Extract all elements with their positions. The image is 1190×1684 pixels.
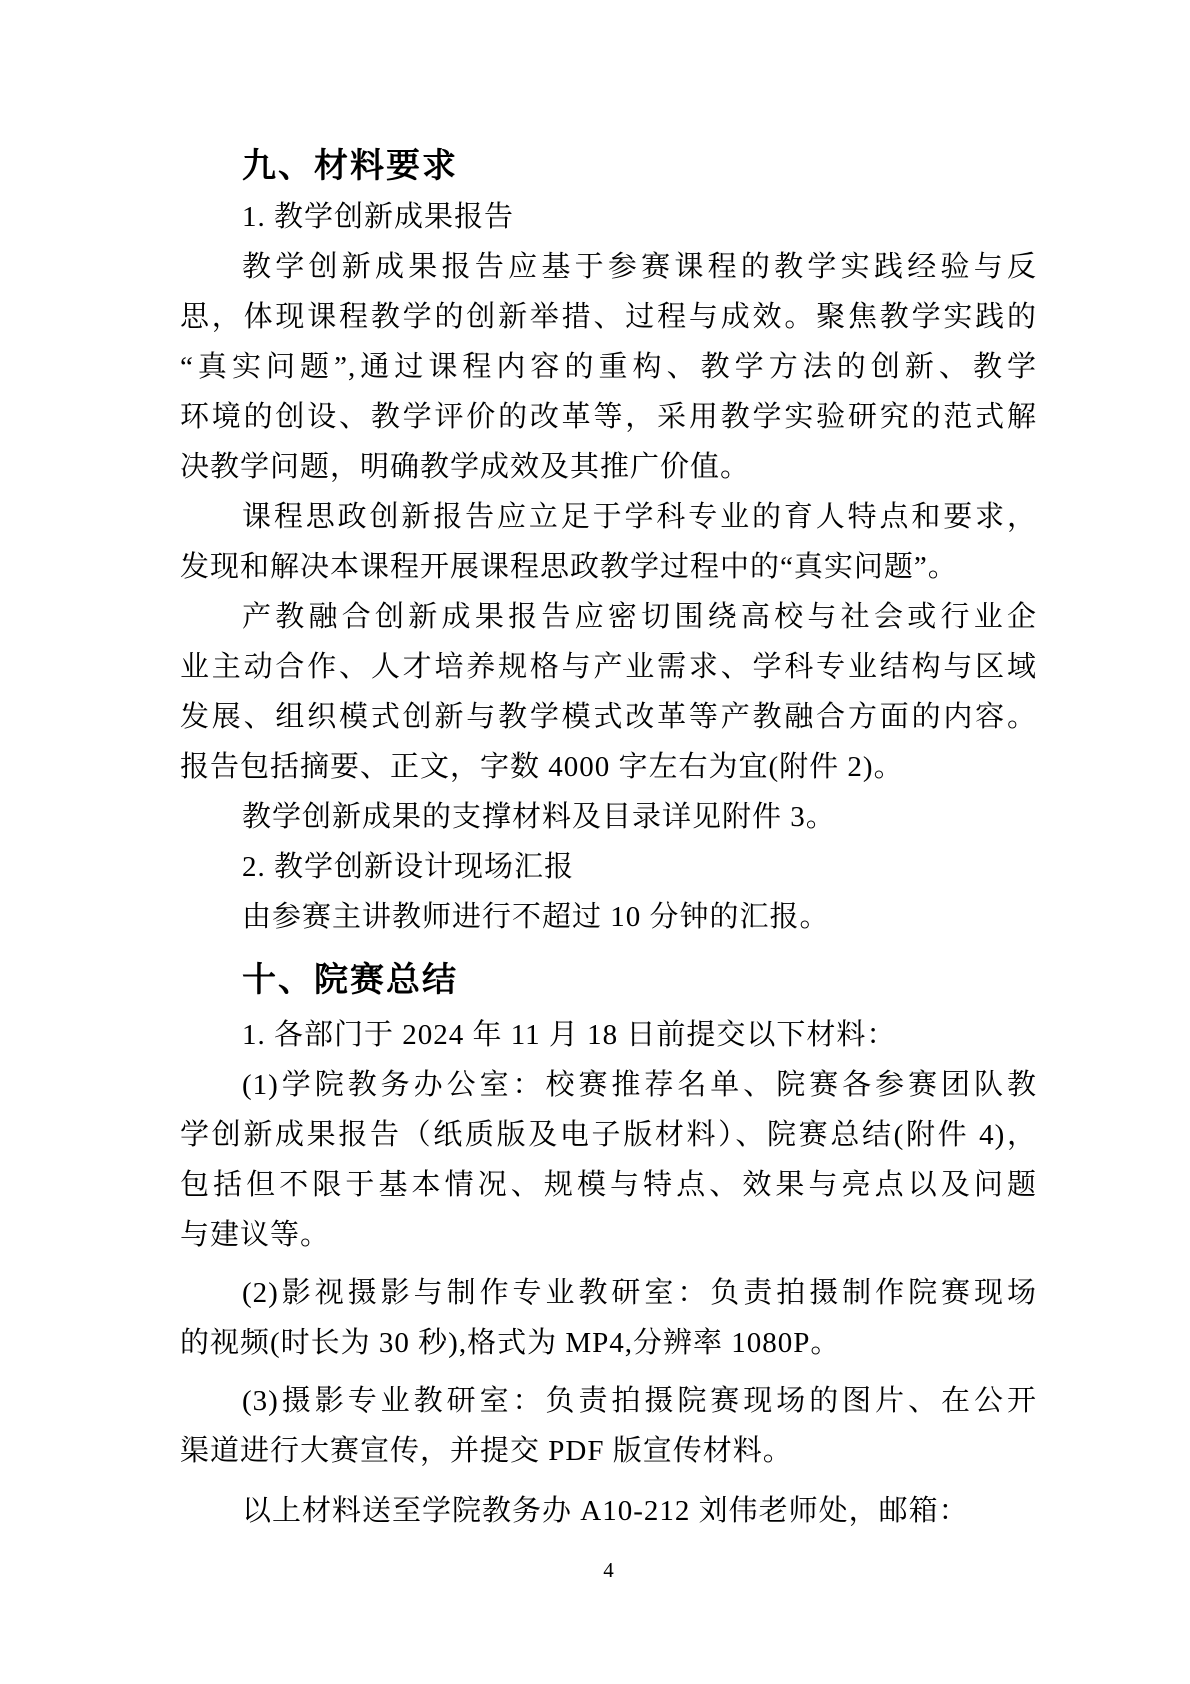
paragraph <box>180 1376 1037 1476</box>
text-line: 产教融合创新成果报告应密切围绕高校与社会或行业企 <box>242 601 1037 633</box>
text-line: 1. 教学创新成果报告 <box>242 201 515 233</box>
paragraph <box>180 192 1037 242</box>
text-line: 业主动合作、人才培养规格与产业需求、学科专业结构与区域 <box>180 651 1037 683</box>
page-footer <box>180 1556 1037 1584</box>
paragraph <box>180 1010 1037 1060</box>
text-line: (2)影视摄影与制作专业教研室：负责拍摄制作院赛现场 <box>242 1277 1037 1309</box>
paragraph <box>180 1268 1037 1368</box>
paragraph <box>180 892 1037 942</box>
text-line: 十、院赛总结 <box>242 962 458 999</box>
text-line: 课程思政创新报告应立足于学科专业的育人特点和要求， <box>242 501 1037 533</box>
paragraph <box>180 1486 1037 1536</box>
text-line: 环境的创设、教学评价的改革等，采用教学实验研究的范式解 <box>180 401 1037 433</box>
paragraph <box>180 592 1037 792</box>
text-line: 决教学问题，明确教学成效及其推广价值。 <box>180 451 751 483</box>
paragraph <box>180 842 1037 892</box>
text-line: 学创新成果报告（纸质版及电子版材料）、院赛总结(附件 4)， <box>180 1119 1037 1151</box>
text-line: 渠道进行大赛宣传，并提交 PDF 版宣传材料。 <box>180 1435 793 1467</box>
text-line: 九、材料要求 <box>242 148 458 185</box>
text-line: 以上材料送至学院教务办 A10-212 刘伟老师处，邮箱： <box>242 1495 969 1527</box>
text-line: 2. 教学创新设计现场汇报 <box>242 851 575 883</box>
text-line: 思，体现课程教学的创新举措、过程与成效。聚焦教学实践的 <box>180 301 1037 333</box>
text-line: 的视频(时长为 30 秒),格式为 MP4,分辨率 1080P。 <box>180 1327 841 1359</box>
text-line: 报告包括摘要、正文，字数 4000 字左右为宜(附件 2)。 <box>180 751 904 783</box>
text-line: 发现和解决本课程开展课程思政教学过程中的“真实问题”。 <box>180 551 958 583</box>
paragraph <box>180 792 1037 842</box>
text-line: 教学创新成果的支撑材料及目录详见附件 3。 <box>242 801 836 833</box>
text-line: 包括但不限于基本情况、规模与特点、效果与亮点以及问题 <box>180 1169 1037 1201</box>
document-body <box>180 142 1037 1536</box>
paragraph <box>180 492 1037 592</box>
text-line: (1)学院教务办公室：校赛推荐名单、院赛各参赛团队教 <box>242 1069 1037 1101</box>
text-line: 发展、组织模式创新与教学模式改革等产教融合方面的内容。 <box>180 701 1037 733</box>
text-line: 由参赛主讲教师进行不超过 10 分钟的汇报。 <box>242 901 830 933</box>
section-heading <box>180 142 1037 192</box>
page-number: 4 <box>603 1558 614 1582</box>
text-line: 1. 各部门于 2024 年 11 月 18 日前提交以下材料： <box>242 1019 897 1051</box>
paragraph <box>180 1060 1037 1260</box>
text-line: 与建议等。 <box>180 1219 331 1251</box>
paragraph <box>180 242 1037 492</box>
section-heading <box>180 956 1037 1006</box>
text-line: (3)摄影专业教研室：负责拍摄院赛现场的图片、在公开 <box>242 1385 1037 1417</box>
text-line: “真实问题”,通过课程内容的重构、教学方法的创新、教学 <box>180 351 1037 383</box>
text-line: 教学创新成果报告应基于参赛课程的教学实践经验与反 <box>242 251 1037 283</box>
